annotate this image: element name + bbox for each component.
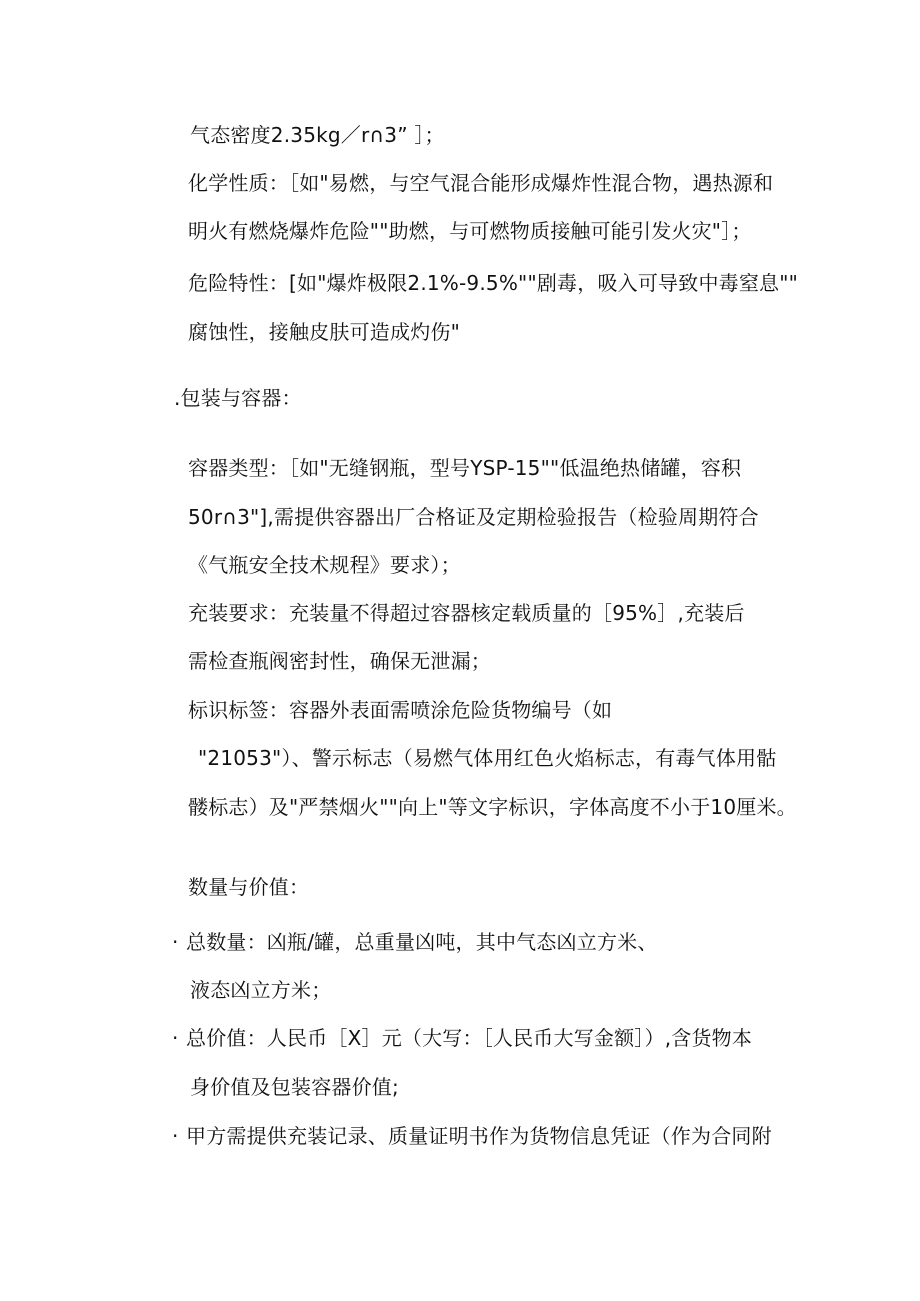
bullet-2: ·: [172, 1026, 179, 1050]
text-line-labels: 标识标签：容器外表面需喷涂危险货物编号（如: [188, 698, 613, 722]
bullet-3: ·: [172, 1124, 179, 1148]
text-line-container-type: 容器类型：［如"无缝钢瓶，型号YSP-15""低温绝热储罐，容积: [188, 456, 742, 480]
section-heading-packaging: .包装与容器：: [174, 386, 302, 410]
bullet-1: ·: [172, 930, 179, 954]
text-line-hazard-characteristics-cont: 腐蚀性，接触皮肤可造成灼伤": [188, 320, 460, 344]
text-line-chemical-properties-cont: 明火有燃烧爆炸危险""助燃，与可燃物质接触可能引发火灾"］；: [188, 219, 752, 243]
text-line-chemical-properties: 化学性质：［如"易燃，与空气混合能形成爆炸性混合物，遇热源和: [188, 171, 774, 195]
text-line-total-value-cont: 身价值及包装容器价值;: [190, 1075, 399, 1099]
section-heading-quantity-value: 数量与价值：: [188, 875, 310, 899]
text-line-total-quantity-cont: 液态凶立方米；: [190, 978, 332, 1002]
text-line-total-quantity: 总数量：凶瓶/罐，总重量凶吨，其中气态凶立方米、: [186, 930, 658, 954]
text-line-labels-cont2: 髅标志）及"严禁烟火""向上"等文字标识，字体高度不小于10厘米。: [188, 795, 797, 819]
text-line-labels-cont: "21053"）、警示标志（易燃气体用红色火焰标志，有毒气体用骷: [198, 746, 777, 770]
text-line-total-value: 总价值：人民币［X］元（大写：［人民币大写金额］）,含货物本: [186, 1026, 753, 1050]
text-line-hazard-characteristics: 危险特性：[如"爆炸极限2.1%-9.5%""剧毒，吸入可导致中毒窒息"": [188, 271, 799, 295]
text-line-filling-requirements: 充装要求：充装量不得超过容器核定载质量的［95%］,充装后: [188, 601, 745, 625]
text-line-filling-records: 甲方需提供充装记录、质量证明书作为货物信息凭证（作为合同附: [186, 1124, 772, 1148]
text-line-filling-requirements-cont: 需检查瓶阀密封性，确保无泄漏；: [188, 649, 491, 673]
text-line-container-type-cont: 50r∩3"],需提供容器出厂合格证及定期检验报告（检验周期符合: [188, 505, 759, 529]
text-line-container-type-cont2: 《气瓶安全技术规程》要求）；: [188, 553, 461, 577]
text-line-gas-density: 气态密度2.35kg／r∩3” ］；: [190, 123, 445, 147]
